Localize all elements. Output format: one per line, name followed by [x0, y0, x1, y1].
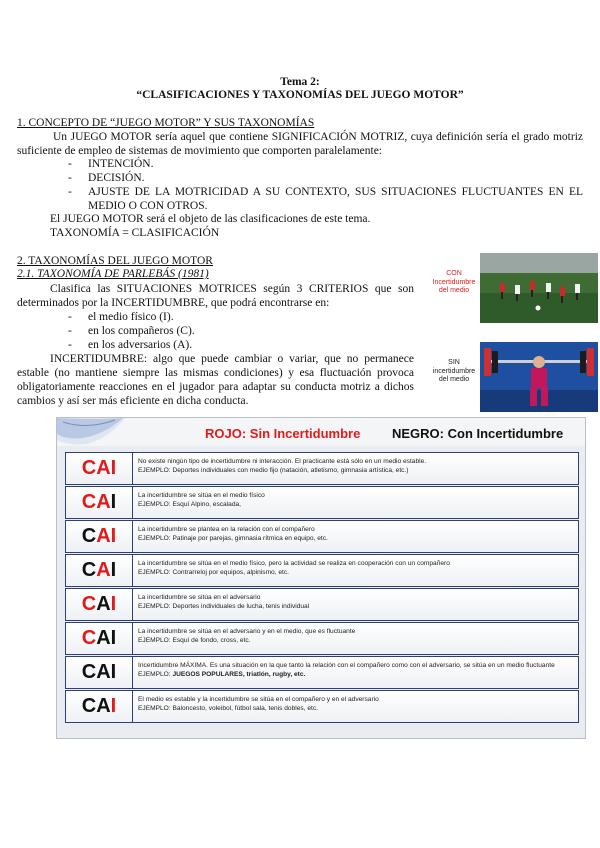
cai-code: CAI	[66, 589, 133, 620]
cai-code: CAI	[66, 657, 133, 688]
table-row	[65, 486, 579, 519]
cai-code: CAI	[66, 691, 133, 722]
list-item: - AJUSTE DE LA MOTRICIDAD A SU CONTEXTO, SUS SITUACIONES FLUCTUANTES EN EL MEDIO O CON OTROS.	[68, 185, 583, 213]
photo-without-label: SIN incertidumbre del medio	[432, 359, 476, 383]
document-subtitle: “CLASIFICACIONES Y TAXONOMÍAS DEL JUEGO MOTOR”	[136, 89, 464, 101]
section1-list	[68, 157, 583, 213]
section2-paragraph: Clasifica las SITUACIONES MOTRICES según 3 CRITERIOS que son determinados por la INCERTIDUMBRE, que podrá encontrarse en:	[17, 283, 414, 309]
cai-code: CAI	[66, 623, 133, 654]
list-item: - en los adversarios (A).	[68, 338, 408, 352]
row-description: La incertidumbre se plantea en la relación con el compañero EJEMPLO: Patinaje por parejas, gimnasia rítmica en equipo, etc.	[138, 526, 328, 542]
cai-code: CAI	[66, 555, 133, 586]
row-description: No existe ningún tipo de incertidumbre ni interacción. El practicante está sólo en un medio estable. EJEMPLO: Deportes individuales con medio fijo (natación, atletismo, gimnasia artística, etc.)	[138, 458, 427, 474]
row-description: La incertidumbre se sitúa en el adversario y en el medio, que es fluctuante EJEMPLO: Esquí de fondo, cross, etc.	[138, 628, 356, 644]
cai-table	[56, 417, 586, 739]
table-row	[65, 622, 579, 655]
list-item: - INTENCIÓN.	[68, 157, 583, 171]
table-row	[65, 588, 579, 621]
row-description: La incertidumbre se sitúa en el medio físico, pero la actividad se realiza en cooperación con un compañero EJEMPLO: Contrarreloj por equipos, alpinismo, etc.	[138, 560, 450, 576]
row-description: La incertidumbre se sitúa en el adversario EJEMPLO: Deportes individuales de lucha, tenis individual	[138, 594, 310, 610]
row-description: Incertidumbre MÁXIMA. Es una situación en la que tanto la relación con el compañero como con el adversario, se sitúa en un medio fluctuante EJEMPLO: JUEGOS POPULARES, triatlón, rugby, etc.	[138, 662, 555, 678]
table-row	[65, 452, 579, 485]
section2-subheading: 2.1. TAXONOMÍA DE PARLEBÁS (1981)	[17, 268, 209, 280]
section1-heading: 1. CONCEPTO DE “JUEGO MOTOR” Y SUS TAXONOMÍAS	[17, 117, 315, 129]
list-item: - en los compañeros (C).	[68, 324, 408, 338]
table-row	[65, 520, 579, 553]
row-description: El medio es estable y la incertidumbre se sitúa en el compañero y en el adversario EJEMPLO: Baloncesto, voleibol, fútbol sala, tenis dobles, etc.	[138, 696, 379, 712]
photo-with-uncertainty	[428, 253, 598, 323]
list-item: - DECISIÓN.	[68, 171, 583, 185]
football-photo	[480, 253, 598, 323]
section1-line-b: TAXONOMÍA = CLASIFICACIÓN	[50, 227, 220, 239]
photo-with-label: CON Incertidumbre del medio	[432, 270, 476, 294]
cai-code: CAI	[66, 453, 133, 484]
logo-icon	[57, 418, 125, 446]
cai-code: CAI	[66, 487, 133, 518]
table-row	[65, 554, 579, 587]
table-row	[65, 690, 579, 723]
section2-heading: 2. TAXONOMÍAS DEL JUEGO MOTOR	[17, 255, 213, 267]
section2-paragraph2: INCERTIDUMBRE: algo que puede cambiar o variar, que no permanece estable (no mantiene siempre las mismas condiciones) y esa fluctuación provoca obligatoriamente reacciones en el jugador para adaptar su conducta motriz a dichos cambios y así ser más eficiente en dicha conducta.	[17, 353, 414, 407]
photo-without-uncertainty	[428, 342, 598, 412]
legend-black: NEGRO: Con Incertidumbre	[392, 426, 564, 441]
document-title: Tema 2:	[280, 76, 320, 88]
section2-list	[68, 310, 408, 352]
list-item: - el medio físico (I).	[68, 310, 408, 324]
table-header	[57, 418, 585, 446]
section1-paragraph: Un JUEGO MOTOR sería aquel que contiene SIGNIFICACIÓN MOTRIZ, cuya definición sería el grado motriz suficiente de empleo de sistemas de movimiento que comporten paralelamente:	[17, 131, 583, 157]
row-description: La incertidumbre se sitúa en el medio físico EJEMPLO: Esquí Alpino, escalada,	[138, 492, 265, 508]
weightlifting-photo	[480, 342, 598, 412]
section1-line-a: El JUEGO MOTOR será el objeto de las clasificaciones de este tema.	[50, 213, 371, 225]
cai-code: CAI	[66, 521, 133, 552]
legend-red: ROJO: Sin Incertidumbre	[205, 426, 361, 441]
table-row	[65, 656, 579, 689]
